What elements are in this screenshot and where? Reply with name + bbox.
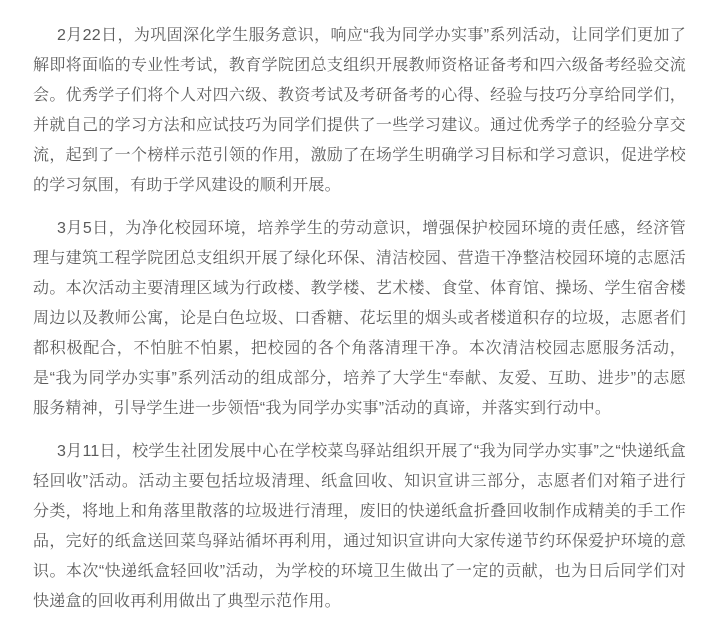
paragraph-feb22-exam-experience-exchange: 2月22日，为巩固深化学生服务意识，响应“我为同学办实事”系列活动，让同学们更加了解即将面临的专业性考试，教育学院团总支组织开展教师资格证备考和四六级备考经验交流会。优秀学子们将个人对四六级、教资考试及考研备考的心得、经验与技巧分享给同学们，并就自己的学习方法和应试技巧为同学们提供了一些学习建议。通过优秀学子的经验分享交流，起到了一个榜样示范引领的作用，激励了在场学生明确学习目标和学习意识，促进学校的学习氛围，有助于学风建设的顺利开展。 xyxy=(33,27,686,194)
paragraph-mar11-carton-recycling: 3月11日，校学生社团发展中心在学校菜鸟驿站组织开展了“我为同学办实事”之“快递纸盒轻回收”活动。活动主要包括垃圾清理、纸盒回收、知识宣讲三部分，志愿者们对箱子进行分类，将地上和角落里散落的垃圾进行清理，废旧的快递纸盒折叠回收制作成精美的手工作品，完好的纸盒送回菜鸟驿站循坏再利用，通过知识宣讲向大家传递节约环保爱护环境的意识。本次“快递纸盒轻回收”活动，为学校的环境卫生做出了一定的贡献，也为日后同学们对快递盒的回收再利用做出了典型示范作用。 xyxy=(33,443,686,610)
paragraph-mar5-campus-cleaning-volunteer: 3月5日，为净化校园环境，培养学生的劳动意识，增强保护校园环境的责任感，经济管理与建筑工程学院团总支组织开展了绿化环保、清洁校园、营造干净整洁校园环境的志愿活动。本次活动主要清理区域为行政楼、教学楼、艺术楼、食堂、体育馆、操场、学生宿舍楼周边以及教师公寓，论是白色垃圾、口香糖、花坛里的烟头或者楼道积存的垃圾，志愿者们都积极配合，不怕脏不怕累，把校园的各个角落清理干净。本次清洁校园志愿服务活动，是“我为同学办实事”系列活动的组成部分，培养了大学生“奉献、友爱、互助、进步”的志愿服务精神，引导学生进一步领悟“我为同学办实事”活动的真谛，并落实到行动中。 xyxy=(33,220,686,417)
